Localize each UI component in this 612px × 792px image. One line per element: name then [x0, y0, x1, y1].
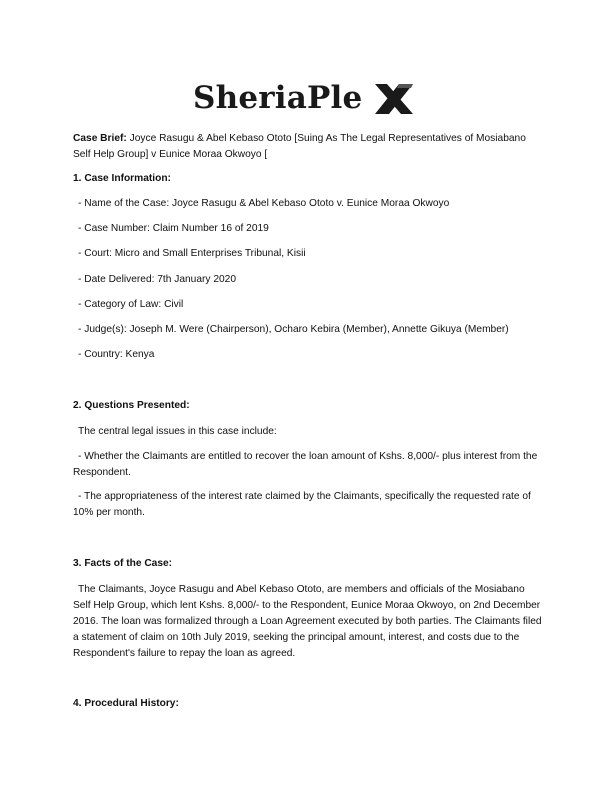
- case-info-item: - Judge(s): Joseph M. Were (Chairperson), Ocharo Kebira (Member), Annette Gikuya (Member): [78, 324, 509, 335]
- sheriaplex-logo: [193, 78, 423, 118]
- facts-body: The Claimants, Joyce Rasugu and Abel Kebaso Ototo, are members and officials of the Mosiabano Self Help Group, which lent Kshs. 8,000/- to the Respondent, Eunice Moraa Okwoyo, on 2nd December 2016. The loan was formalized through a Loan Agreement executed by both parties. The Claimants filed a statement of claim on 10th July 2019, seeking the principal amount, interest, and costs due to the Respondent's failure to repay the loan as agreed.: [73, 584, 542, 659]
- case-brief-text: Joyce Rasugu & Abel Kebaso Ototo [Suing As The Legal Representatives of Mosiabano Self Help Group] v Eunice Moraa Okwoyo [: [73, 133, 526, 160]
- case-info-item: - Date Delivered: 7th January 2020: [78, 274, 236, 285]
- case-info-item: - Court: Micro and Small Enterprises Tribunal, Kisii: [78, 248, 306, 259]
- logo-x-mark: [373, 82, 415, 116]
- question-2: - The appropriateness of the interest rate claimed by the Claimants, specifically the requested rate of 10% per month.: [73, 491, 531, 518]
- question-1: - Whether the Claimants are entitled to recover the loan amount of Kshs. 8,000/- plus interest from the Respondent.: [73, 451, 538, 478]
- questions-intro: The central legal issues in this case include:: [78, 426, 277, 437]
- section-3-heading: 3. Facts of the Case:: [73, 558, 173, 569]
- case-brief: [73, 131, 543, 163]
- case-info-item: - Country: Kenya: [78, 349, 155, 360]
- case-info-item: - Name of the Case: Joyce Rasugu & Abel Kebaso Ototo v. Eunice Moraa Okwoyo: [78, 198, 450, 209]
- logo-wordmark: SheriaPle: [193, 80, 363, 116]
- case-info-item: - Case Number: Claim Number 16 of 2019: [78, 223, 269, 234]
- section-1-heading: 1. Case Information:: [73, 173, 171, 184]
- section-2-heading: 2. Questions Presented:: [73, 400, 190, 411]
- case-brief-label: Case Brief:: [73, 133, 127, 144]
- section-4-heading: 4. Procedural History:: [73, 698, 179, 709]
- svg-text:X: X: [373, 110, 374, 111]
- case-info-item: - Category of Law: Civil: [78, 299, 184, 310]
